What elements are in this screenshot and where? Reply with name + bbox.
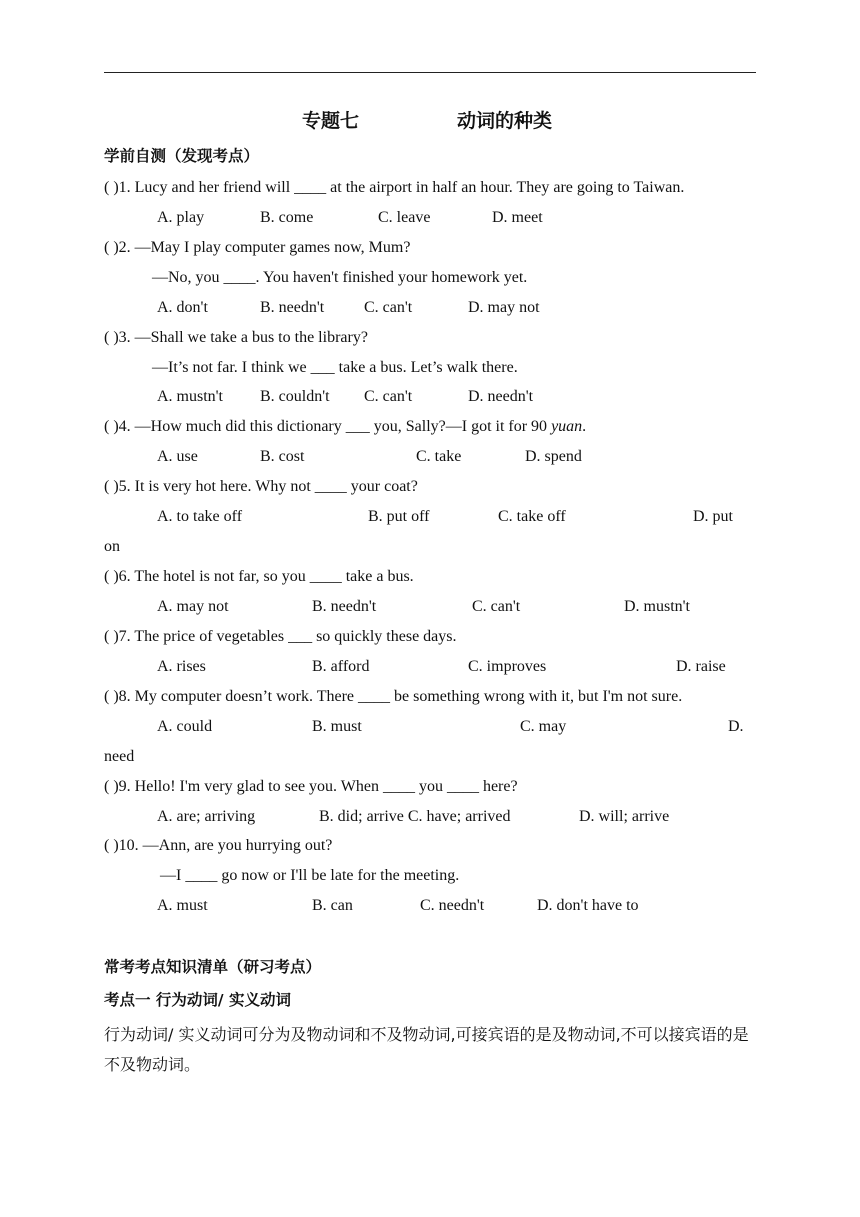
q8-option-d: D. [728, 718, 744, 735]
q9-option-d: D. will; arrive [579, 808, 670, 825]
question-4-yuan: yuan [551, 418, 583, 435]
q6-option-b: B. needn't [312, 598, 377, 615]
q2-option-a: A. don't [157, 299, 208, 316]
q8-option-b: B. must [312, 718, 362, 735]
question-7: ( )7. The price of vegetables ___ so quickly these days. [104, 628, 457, 645]
q10-option-b: B. can [312, 897, 353, 914]
q3-option-d: D. needn't [468, 388, 534, 405]
q8-option-c: C. may [520, 718, 567, 735]
question-3-reply: —It’s not far. I think we ___ take a bus. Let’s walk there. [152, 359, 518, 376]
q8-option-a: A. could [157, 718, 213, 735]
title-topic: 专题七 [302, 110, 360, 132]
question-2: ( )2. —May I play computer games now, Mum? [104, 239, 411, 256]
q5-option-d: D. put [693, 508, 733, 525]
q1-option-d: D. meet [492, 209, 543, 226]
q5-option-d-wrap: on [104, 538, 120, 555]
question-2-reply: —No, you ____. You haven't finished your homework yet. [152, 269, 528, 286]
question-10: ( )10. —Ann, are you hurrying out? [104, 837, 333, 854]
question-5: ( )5. It is very hot here. Why not ____ your coat? [104, 478, 418, 495]
q4-option-a: A. use [157, 448, 198, 465]
q5-option-b: B. put off [368, 508, 430, 525]
section-heading-knowledge: 常考考点知识清单（研习考点） [104, 958, 322, 976]
q10-option-a: A. must [157, 897, 208, 914]
q10-option-c: C. needn't [420, 897, 485, 914]
q4-option-d: D. spend [525, 448, 582, 465]
question-10-reply: —I ____ go now or I'll be late for the meeting. [160, 867, 460, 884]
q7-option-d: D. raise [676, 658, 726, 675]
q1-option-c: C. leave [378, 209, 431, 226]
q1-option-a: A. play [157, 209, 205, 226]
q4-option-b: B. cost [260, 448, 305, 465]
section-heading-point-one: 考点一 行为动词/ 实义动词 [104, 991, 291, 1009]
q7-option-a: A. rises [157, 658, 206, 675]
q2-option-b: B. needn't [260, 299, 325, 316]
title-subject: 动词的种类 [457, 110, 553, 132]
q3-option-b: B. couldn't [260, 388, 330, 405]
q9-option-b-c: B. did; arrive C. have; arrived [319, 808, 511, 825]
section-heading-pretest: 学前自测（发现考点） [104, 147, 260, 165]
question-4 [104, 417, 586, 437]
question-9: ( )9. Hello! I'm very glad to see you. When ____ you ____ here? [104, 778, 518, 795]
question-1: ( )1. Lucy and her friend will ____ at the airport in half an hour. They are going to Taiwan. [104, 179, 685, 196]
q3-option-c: C. can't [364, 388, 413, 405]
q6-option-d: D. mustn't [624, 598, 690, 615]
q6-option-a: A. may not [157, 598, 229, 615]
q1-option-b: B. come [260, 209, 314, 226]
question-6: ( )6. The hotel is not far, so you ____ take a bus. [104, 568, 414, 585]
q7-option-b: B. afford [312, 658, 370, 675]
q10-option-d: D. don't have to [537, 897, 639, 914]
question-4-period: . [582, 418, 587, 435]
q5-option-c: C. take off [498, 508, 566, 525]
q7-option-c: C. improves [468, 658, 547, 675]
q6-option-c: C. can't [472, 598, 521, 615]
q3-option-a: A. mustn't [157, 388, 223, 405]
q2-option-d: D. may not [468, 299, 540, 316]
question-4-text: ( )4. —How much did this dictionary ___ you, Sally?—I got it for 90 [104, 418, 552, 435]
q2-option-c: C. can't [364, 299, 413, 316]
q8-option-d-wrap: need [104, 748, 135, 765]
q9-option-a: A. are; arriving [157, 808, 256, 825]
question-3: ( )3. —Shall we take a bus to the library? [104, 329, 368, 346]
q5-option-a: A. to take off [157, 508, 243, 525]
q4-option-c: C. take [416, 448, 462, 465]
header-rule [104, 72, 756, 73]
question-8: ( )8. My computer doesn’t work. There ____ be something wrong with it, but I'm not sure. [104, 688, 683, 705]
body-paragraph: 行为动词/ 实义动词可分为及物动词和不及物动词,可接宾语的是及物动词,不可以接宾语的是不及物动词。 [104, 1025, 749, 1074]
